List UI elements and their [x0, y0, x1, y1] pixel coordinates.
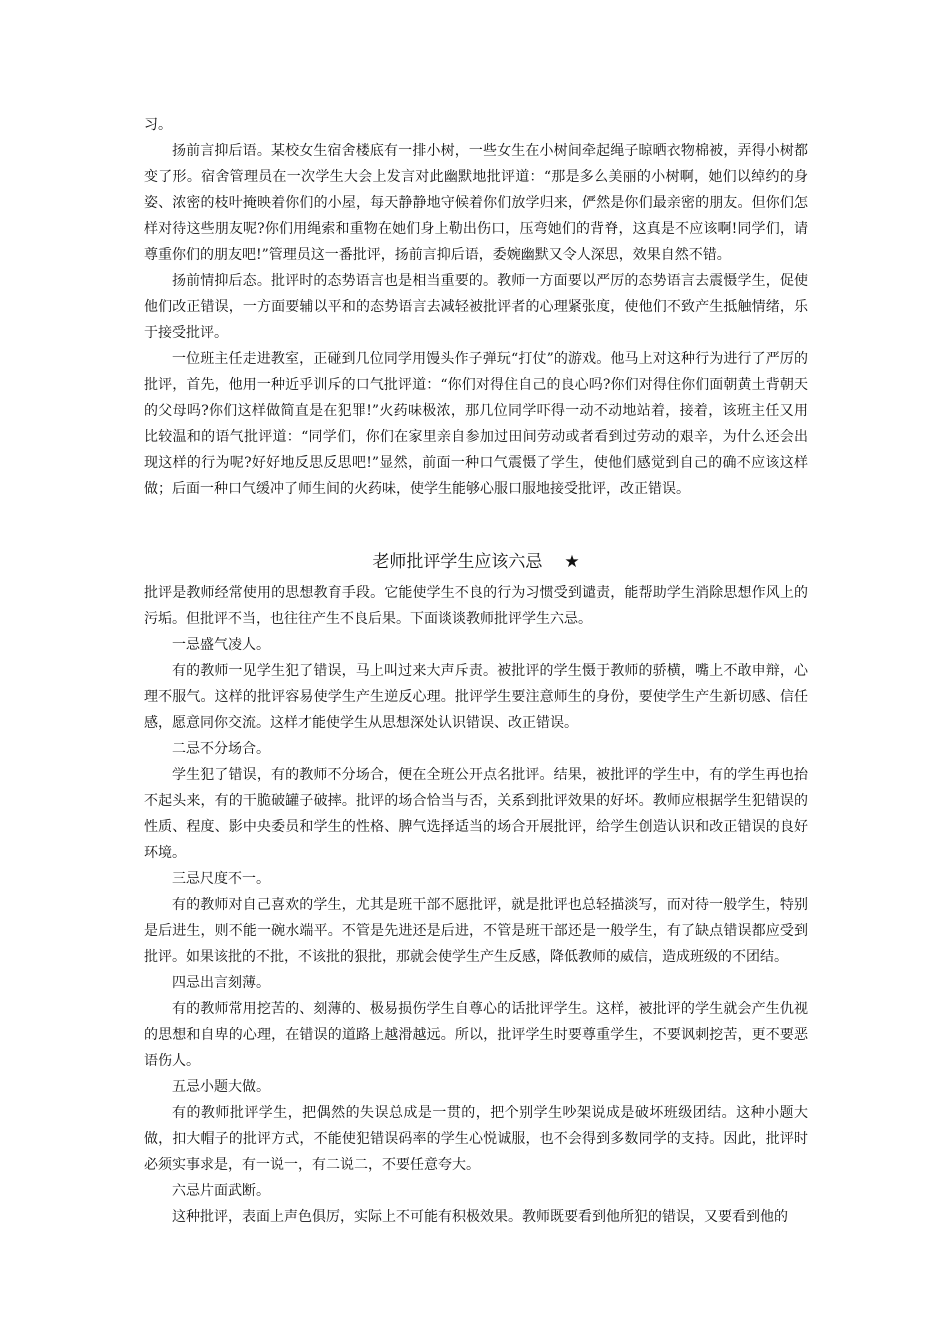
taboo-body: 有的教师批评学生，把偶然的失误总成是一贯的，把个别学生吵架说成是破坏班级团结。这种小题大做，扣大帽子的批评方式，不能使犯错误码率的学生心悦诚服，也不会得到多数同学的支持。因此，批评时必须实事求是，有一说一，有二说二，不要任意夸大。	[144, 1105, 808, 1173]
section-gap	[144, 502, 808, 528]
taboo-heading: 三忌尺度不一。	[172, 871, 270, 887]
article-title	[144, 548, 808, 576]
taboo-body: 学生犯了错误，有的教师不分场合，便在全班公开点名批评。结果，被批评的学生中，有的学生再也抬不起头来，有的干脆破罐子破摔。批评的场合恰当与否，关系到批评效果的好坏。教师应根据学生犯错误的性质、程度、影中央委员和学生的性格、脾气选择适当的场合开展批评，给学生创造认识和改正错误的良好环境。	[144, 767, 808, 861]
taboo-heading: 五忌小题大做。	[172, 1079, 270, 1095]
star-icon: ★	[564, 552, 580, 572]
document-page	[144, 112, 808, 1230]
paragraph: 扬前言抑后语。某校女生宿舍楼底有一排小树，一些女生在小树间牵起绳子晾晒衣物棉被，弄得小树都变了形。宿舍管理员在一次学生大会上发言对此幽默地批评道：“那是多么美丽的小树啊，她们以绰约的身姿、浓密的枝叶掩映着你们的小屋，每天静静地守候着你们放学归来，俨然是你们最亲密的朋友。但你们怎样对待这些朋友呢?你们用绳索和重物在她们身上勒出伤口，压弯她们的背脊，这真是不应该啊!同学们，请尊重你们的朋友吧!”管理员这一番批评，扬前言抑后语，委婉幽默又令人深思，效果自然不错。	[144, 143, 808, 263]
taboo-heading: 二忌不分场合。	[172, 741, 270, 757]
continuation-text: 习。	[144, 117, 172, 133]
taboo-heading: 四忌出言刻薄。	[172, 975, 270, 991]
taboo-heading: 一忌盛气凌人。	[172, 637, 270, 653]
taboo-body: 有的教师常用挖苦的、刻薄的、极易损伤学生自尊心的话批评学生。这样，被批评的学生就会产生仇视的思想和自卑的心理，在错误的道路上越滑越远。所以，批评学生时要尊重学生，不要讽刺挖苦，更不要恶语伤人。	[144, 1001, 808, 1069]
paragraph: 一位班主任走进教室，正碰到几位同学用馒头作子弹玩“打仗”的游戏。他马上对这种行为进行了严厉的批评，首先，他用一种近乎训斥的口气批评道：“你们对得住自己的良心吗?你们对得住你们面朝黄土背朝天的父母吗?你们这样做简直是在犯罪!”火药味极浓，那几位同学吓得一动不动地站着，接着，该班主任又用比较温和的语气批评道：“同学们，你们在家里亲自参加过田间劳动或者看到过劳动的艰辛，为什么还会出现这样的行为呢?好好地反思反思吧!”显然，前面一种口气震慑了学生，使他们感觉到自己的确不应该这样做；后面一种口气缓冲了师生间的火药味，使学生能够心服口服地接受批评，改正错误。	[144, 351, 808, 497]
article-title-text: 老师批评学生应该六忌	[372, 552, 543, 572]
paragraph: 扬前情抑后态。批评时的态势语言也是相当重要的。教师一方面要以严厉的态势语言去震慑学生，促使他们改正错误，一方面要辅以平和的态势语言去减轻被批评者的心理紧张度，使他们不致产生抵触情绪，乐于接受批评。	[144, 273, 808, 341]
taboo-body: 有的教师一见学生犯了错误，马上叫过来大声斥责。被批评的学生慑于教师的骄横，嘴上不敢申辩，心理不服气。这样的批评容易使学生产生逆反心理。批评学生要注意师生的身份，要使学生产生新切感、信任感，愿意同你交流。这样才能使学生从思想深处认识错误、改正错误。	[144, 663, 808, 731]
taboo-body: 这种批评，表面上声色俱厉，实际上不可能有积极效果。教师既要看到他所犯的错误，又要看到他的	[172, 1209, 788, 1225]
taboo-heading: 六忌片面武断。	[172, 1183, 270, 1199]
article-intro: 批评是教师经常使用的思想教育手段。它能使学生不良的行为习惯受到谴责，能帮助学生消除思想作风上的污垢。但批评不当，也往往产生不良后果。下面谈谈教师批评学生六忌。	[144, 585, 808, 627]
taboo-body: 有的教师对自己喜欢的学生，尤其是班干部不愿批评，就是批评也总轻描淡写，而对待一般学生，特别是后进生，则不能一碗水端平。不管是先进还是后进，不管是班干部还是一般学生，有了缺点错误都应受到批评。如果该批的不批，不该批的狠批，那就会使学生产生反感，降低教师的威信，造成班级的不团结。	[144, 897, 808, 965]
